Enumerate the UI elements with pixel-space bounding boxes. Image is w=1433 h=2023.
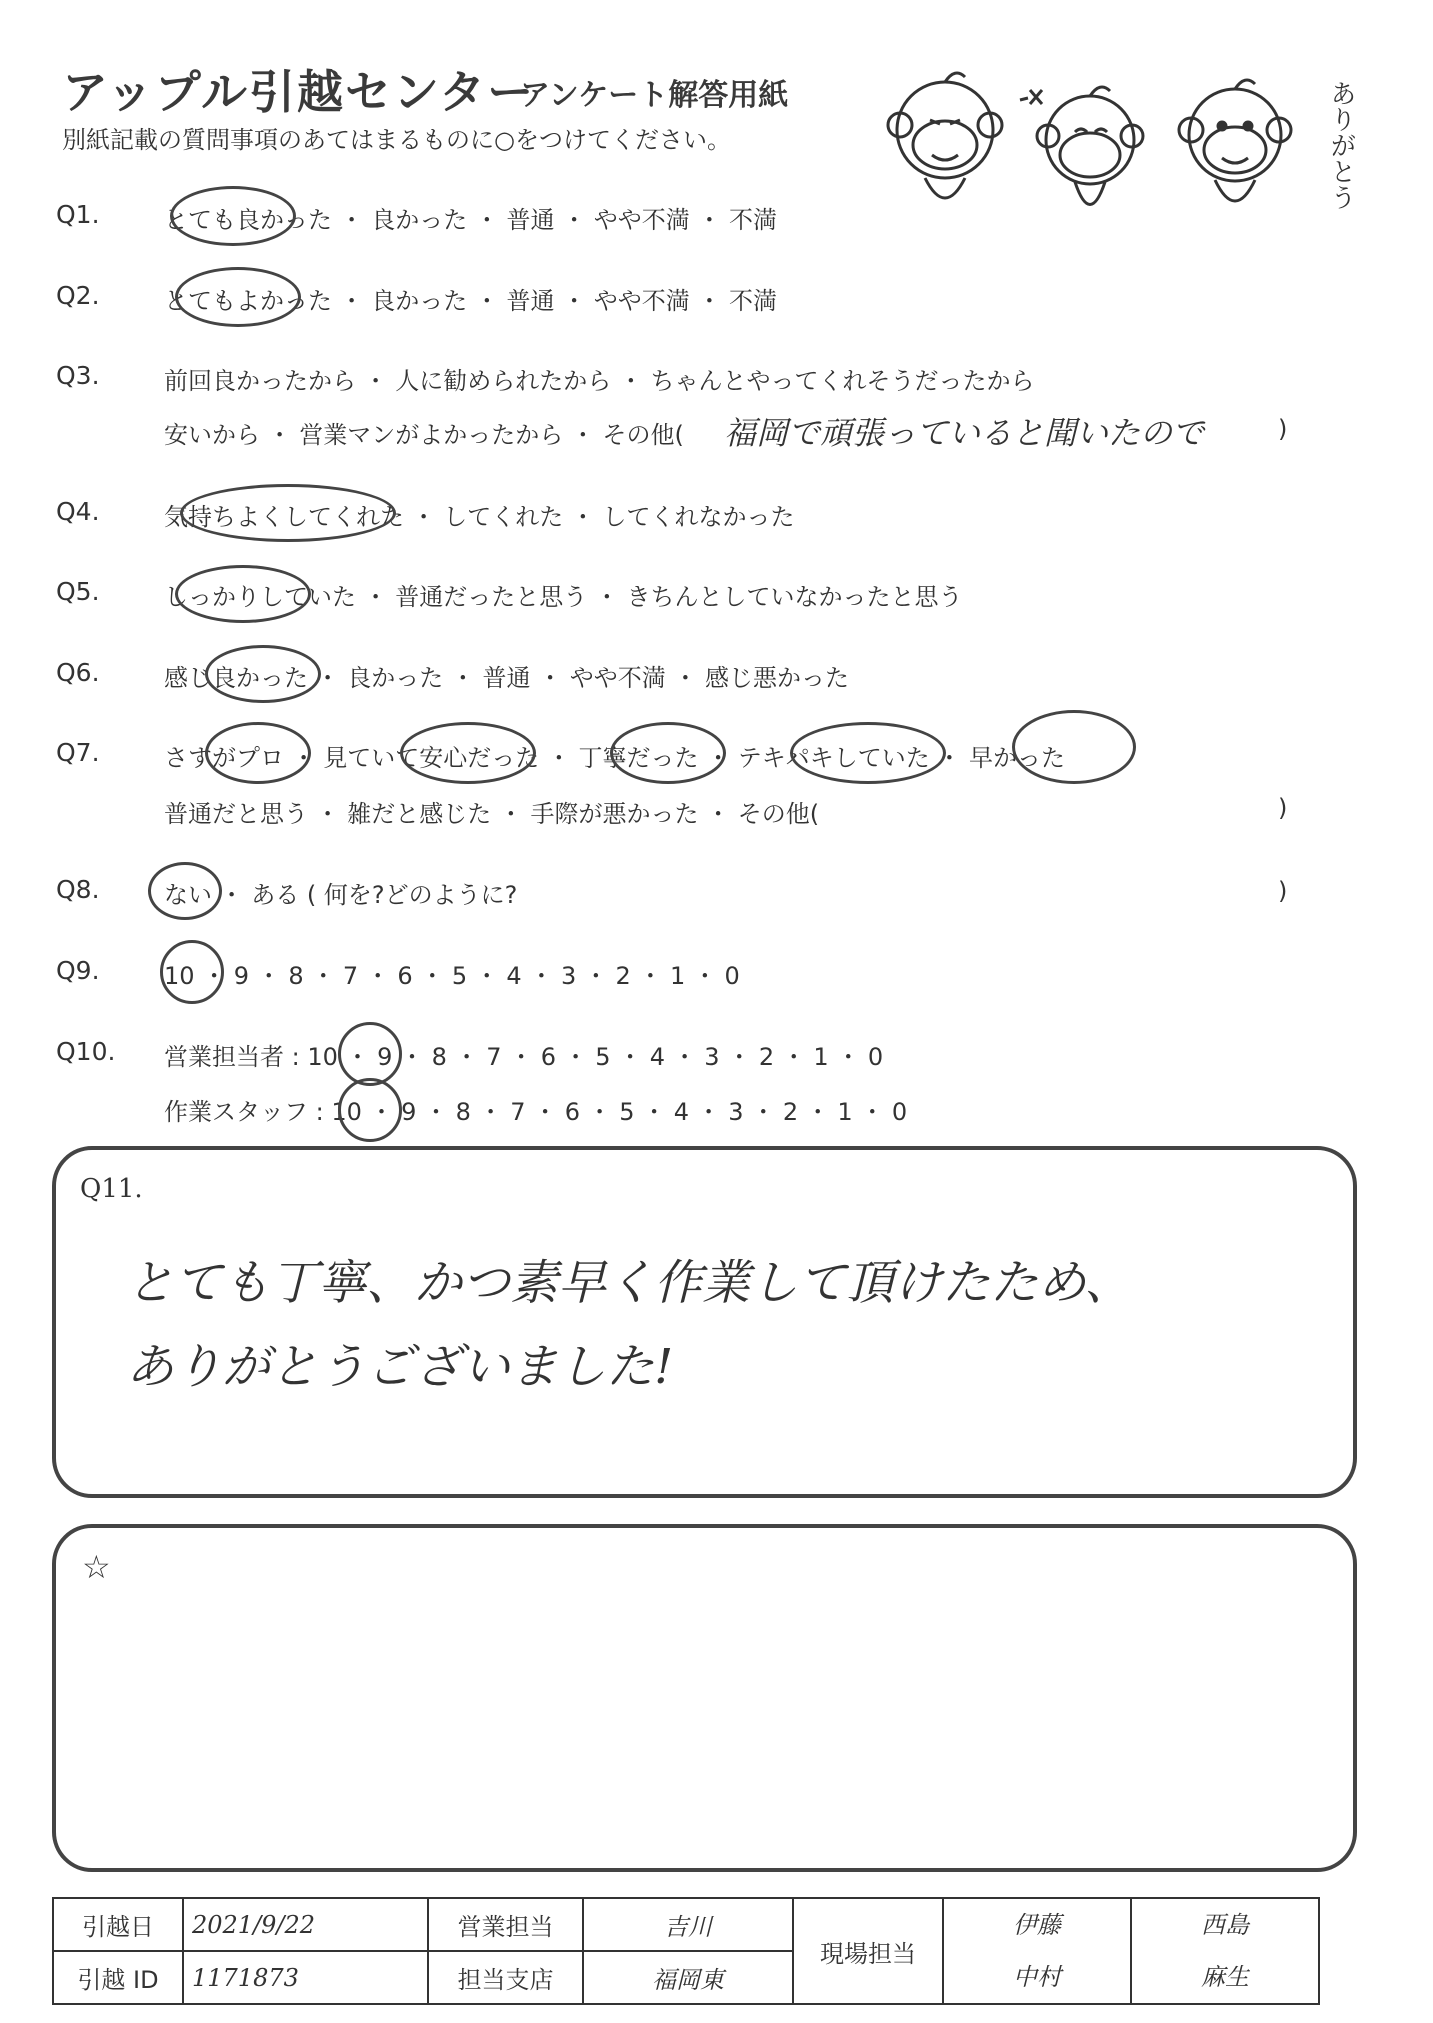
star-comment-box [52,1524,1357,1872]
branch-label: 担当支店 [428,1951,583,2004]
q9-options: 10 ・ 9 ・ 8 ・ 7 ・ 6 ・ 5 ・ 4 ・ 3 ・ 2 ・ 1 ・ 0 [164,962,740,990]
q1-answer-circle [170,186,296,246]
q5-options: しっかりしていた ・ 普通だったと思う ・ きちんとしていなかったと思う [164,583,963,611]
q7-answer-circle-teinei [610,722,726,784]
q7-answer-circle-tekipaki [790,722,946,784]
q10-sales-answer-circle [338,1022,402,1086]
q4-label: Q4. [56,497,100,526]
q10-label: Q10. [56,1037,116,1066]
site-staff-4: 麻生 [1201,1963,1249,1991]
q8-options: ない ・ ある ( 何を?どのように? [164,881,518,909]
brand-title: アップル引越センター [62,65,536,119]
move-date-label: 引越日 [53,1898,183,1951]
site-staff-label: 現場担当 [793,1898,943,2004]
q10-sales-options: 営業担当者 : 10 ・ 9 ・ 8 ・ 7 ・ 6 ・ 5 ・ 4 ・ 3 ・ 2 ・ 1 ・ 0 [164,1043,884,1071]
q2-answer-circle [175,267,301,327]
q11-label: Q11. [80,1174,143,1204]
site-staff-col1 [943,1898,1131,2004]
q7-closing-paren: ) [1278,794,1288,822]
footer-info-table [52,1897,1320,2005]
q10-staff-answer-circle [338,1078,402,1142]
q8-answer-circle [148,862,222,920]
q9-answer-circle [160,940,224,1004]
q3-other-handwritten: 福岡で頑張っていると聞いたので [724,414,1205,452]
q4-answer-circle [180,484,396,542]
q5-label: Q5. [56,577,100,606]
monkey-mascots-illustration [870,60,1340,240]
move-id-label: 引越 ID [53,1951,183,2004]
q4-options: 気持ちよくしてくれた ・ してくれた ・ してくれなかった [164,503,795,531]
q11-comment-box [52,1146,1357,1498]
q7-options-line1: さすがプロ ・ 見ていて安心だった ・ 丁寧だった ・ テキパキしていた ・ 早かった [164,744,1066,772]
form-subtitle: アンケート解答用紙 [520,78,789,113]
q8-closing-paren: ) [1278,877,1288,905]
q9-label: Q9. [56,956,100,985]
site-staff-3: 中村 [1013,1963,1061,1991]
instruction-text: 別紙記載の質問事項のあてはまるものに○をつけてください。 [62,126,731,154]
q8-label: Q8. [56,875,100,904]
q2-options: とてもよかった ・ 良かった ・ 普通 ・ やや不満 ・ 不満 [164,287,778,315]
q6-answer-circle [205,645,321,703]
star-icon: ☆ [82,1548,111,1586]
sales-rep-label: 営業担当 [428,1898,583,1951]
site-staff-2: 西島 [1201,1911,1249,1939]
q2-label: Q2. [56,281,100,310]
q11-comment-line1: とても丁寧、かつ素早く作業して頂けたため、 [126,1255,1133,1311]
q6-options: 感じ良かった ・ 良かった ・ 普通 ・ やや不満 ・ 感じ悪かった [164,664,850,692]
q7-options-line2: 普通だと思う ・ 雑だと感じた ・ 手際が悪かった ・ その他( [164,800,820,828]
q6-label: Q6. [56,658,100,687]
q3-label: Q3. [56,361,100,390]
move-date-value: 2021/9/22 [183,1898,428,1951]
q7-label: Q7. [56,738,100,767]
q5-answer-circle [175,565,311,623]
site-staff-1: 伊藤 [1013,1911,1061,1939]
branch-value: 福岡東 [583,1951,793,2004]
q11-comment-line2: ありがとうございました! [126,1339,674,1395]
q3-options-line1: 前回良かったから ・ 人に勧められたから ・ ちゃんとやってくれそうだったから [164,367,1035,395]
sales-rep-value: 吉川 [583,1898,793,1951]
q10-staff-options: 作業スタッフ : 10 ・ 9 ・ 8 ・ 7 ・ 6 ・ 5 ・ 4 ・ 3 ・ 2 ・ 1 ・ 0 [164,1098,908,1126]
q3-options-line2: 安いから ・ 営業マンがよかったから ・ その他( [164,421,684,449]
q7-answer-circle-anshin [400,722,536,784]
mascot-thanks-text: ありがとう [1326,80,1356,210]
q1-label: Q1. [56,200,100,229]
site-staff-col2 [1131,1898,1319,2004]
move-id-value: 1171873 [183,1951,428,2004]
q7-answer-circle-pro [205,722,311,784]
q1-options: とても良かった ・ 良かった ・ 普通 ・ やや不満 ・ 不満 [164,206,778,234]
q3-closing-paren: ) [1278,415,1288,443]
q7-answer-circle-hayai [1012,710,1136,784]
